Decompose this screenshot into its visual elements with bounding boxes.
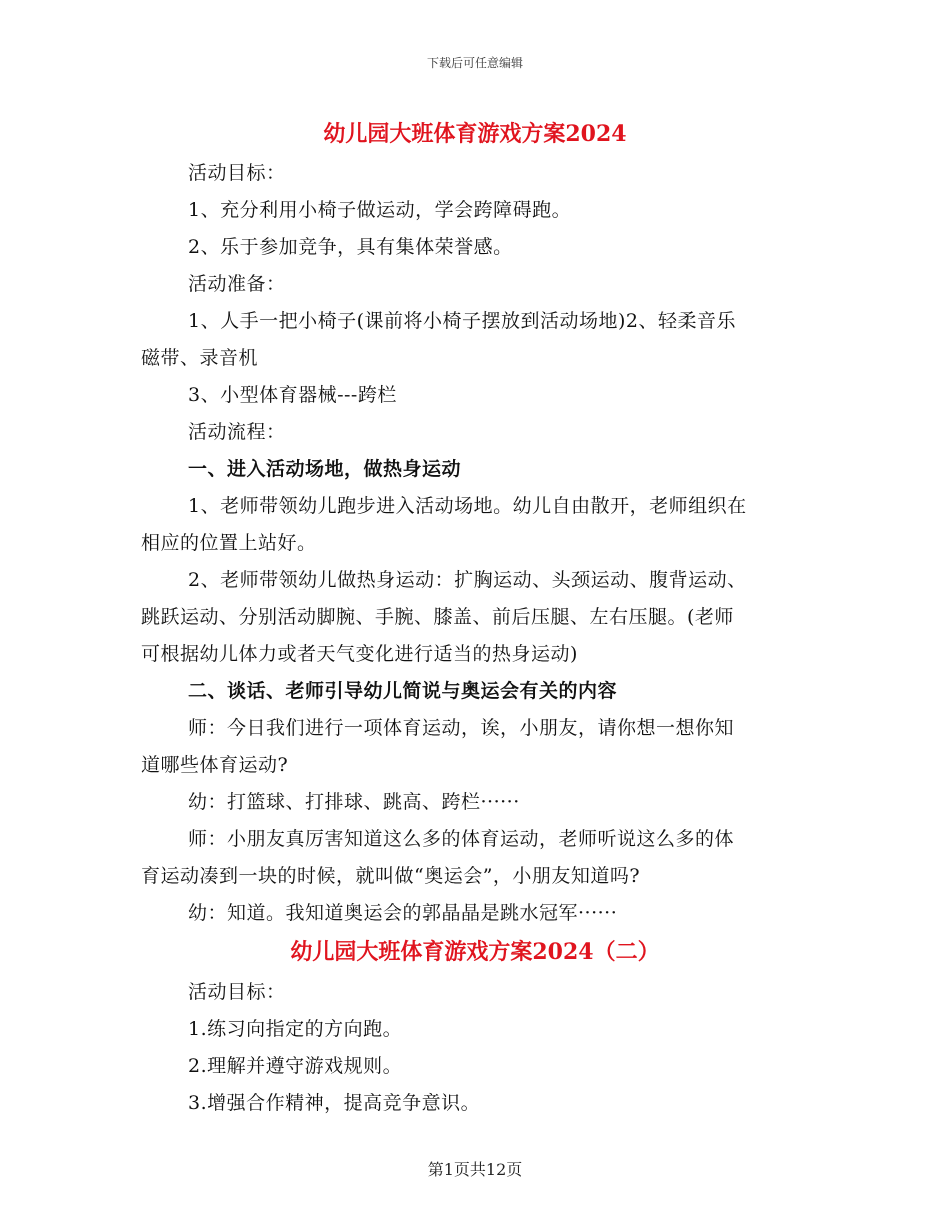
prep-item-1: 1、人手一把小椅子(课前将小椅子摆放到活动场地)2、轻柔音乐	[188, 310, 737, 332]
section-title-2: 幼儿园大班体育游戏方案2024（二）	[290, 939, 660, 965]
dialogue-line: 幼：知道。我知道奥运会的郭晶晶是跳水冠军······	[188, 902, 618, 924]
paragraph-line: 1、老师带领幼儿跑步进入活动场地。幼儿自由散开，老师组织在	[188, 495, 747, 517]
paragraph-line: 相应的位置上站好。	[141, 532, 317, 554]
section-label-goals: 活动目标：	[188, 162, 286, 184]
dialogue-line: 师：今日我们进行一项体育运动，诶，小朋友，请你想一想你知	[188, 717, 735, 739]
dialogue-line: 育运动凑到一块的时候，就叫做“奥运会”，小朋友知道吗?	[141, 865, 641, 887]
section-label-flow: 活动流程：	[188, 421, 286, 443]
prep-item-3: 3、小型体育器械---跨栏	[188, 384, 397, 406]
section-label-prep: 活动准备：	[188, 273, 286, 295]
prep-item-1-cont: 磁带、录音机	[141, 347, 259, 369]
goal-item-1: 1、充分利用小椅子做运动，学会跨障碍跑。	[188, 199, 572, 221]
document-title: 幼儿园大班体育游戏方案2024	[323, 121, 627, 147]
goal2-item-3: 3.增强合作精神，提高竞争意识。	[188, 1092, 481, 1114]
goal2-item-2: 2.理解并遵守游戏规则。	[188, 1055, 403, 1077]
dialogue-line: 师：小朋友真厉害知道这么多的体育运动，老师听说这么多的体	[188, 828, 735, 850]
step-heading-1: 一、进入活动场地，做热身运动	[188, 458, 462, 480]
paragraph-line: 2、老师带领幼儿做热身运动：扩胸运动、头颈运动、腹背运动、	[188, 569, 747, 591]
paragraph-line: 可根据幼儿体力或者天气变化进行适当的热身运动)	[141, 643, 578, 665]
dialogue-line: 道哪些体育运动?	[141, 754, 289, 776]
step-heading-2: 二、谈话、老师引导幼儿简说与奥运会有关的内容	[188, 680, 618, 702]
page-footer: 第1页共12页	[427, 1160, 523, 1179]
paragraph-line: 跳跃运动、分别活动脚腕、手腕、膝盖、前后压腿、左右压腿。(老师	[141, 606, 734, 628]
section-label-goals-2: 活动目标：	[188, 981, 286, 1003]
goal-item-2: 2、乐于参加竞争，具有集体荣誉感。	[188, 236, 513, 258]
goal2-item-1: 1.练习向指定的方向跑。	[188, 1018, 403, 1040]
page-header: 下载后可任意编辑	[426, 56, 523, 70]
dialogue-line: 幼：打篮球、打排球、跳高、跨栏······	[188, 791, 520, 813]
